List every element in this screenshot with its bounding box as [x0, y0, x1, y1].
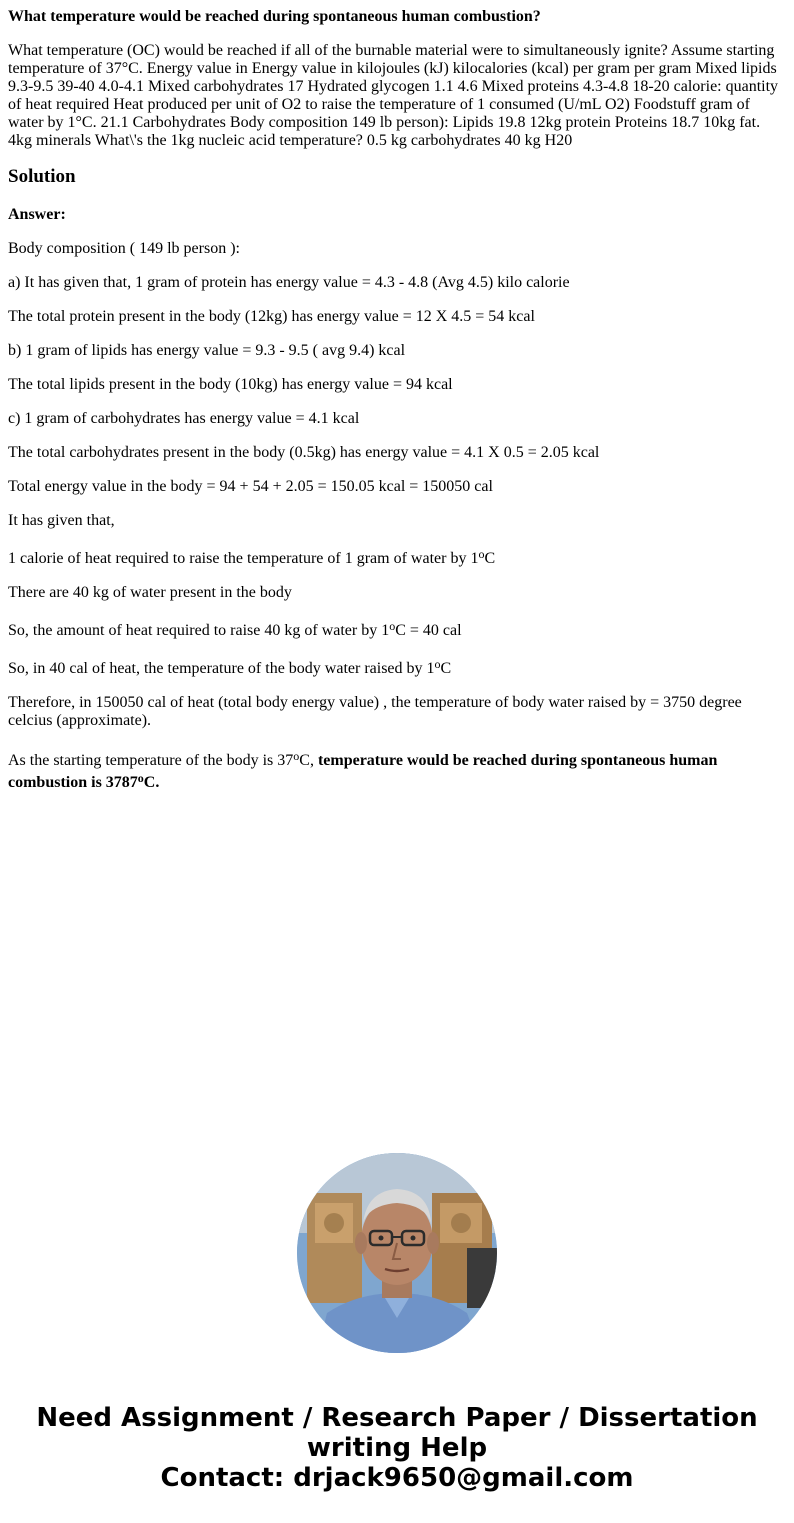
heat-40cal-text: So, in 40 cal of heat, the temperature of the body water raised by 1: [8, 660, 435, 677]
avatar: [297, 1153, 497, 1353]
degree-superscript: o: [389, 619, 396, 633]
final-answer-bold-text: temperature would be reached during spontaneous human combustion is 3787: [8, 752, 718, 791]
degree-superscript: o: [478, 547, 485, 561]
promo-banner: [0, 1403, 794, 1493]
answer-label: [8, 206, 786, 224]
promo-contact: Contact: drjack9650@gmail.com: [160, 1463, 634, 1493]
total-energy-line: Total energy value in the body = 94 + 54 + 2.05 = 150.05 kcal = 150050 cal: [8, 478, 493, 495]
water-present-line: There are 40 kg of water present in the body: [8, 584, 292, 601]
heat-40kg-text: So, the amount of heat required to raise 40 kg of water by 1: [8, 622, 390, 639]
degree-superscript: o: [293, 749, 300, 763]
degree-superscript: o: [137, 771, 144, 785]
heat-40cal-line: [8, 657, 786, 678]
promo-line-2: writing Help: [306, 1433, 488, 1463]
final-answer-intro: As the starting temperature of the body is 37: [8, 752, 294, 769]
solution-heading: Solution: [8, 166, 76, 187]
therefore-line: Therefore, in 150050 cal of heat (total body energy value) , the temperature of body water raised by = 3750 degree celcius (approximate).: [8, 694, 742, 729]
question-body: What temperature (OC) would be reached if all of the burnable material were to simultaneously ignite? Assume starting temperature of 37°C. Energy value in Energy value in kilojoules (kJ) kilocalories (kcal) per gram per gram Mixed lipids 9.3-9.5 39-40 4.0-4.1 Mixed carbohydrates 17 Hydrated glycogen 1.1 4.6 Mixed proteins 4.3-4.8 18-20 calorie: quantity of heat required Heat produced per unit of O2 to raise the temperature of 1 consumed (U/mL O2) Foodstuff gram of water by 1°C. 21.1 Carbohydrates Body composition 149 lb person): Lipids 19.8 12kg protein Proteins 18.7 10kg fat. 4kg minerals What\'s the 1kg nucleic acid temperature? 0.5 kg carbohydrates 40 kg H20: [8, 42, 779, 149]
portrait-photo-icon: [297, 1153, 497, 1353]
protein-total-line: The total protein present in the body (12kg) has energy value = 12 X 4.5 = 54 kcal: [8, 308, 535, 325]
final-answer-bold-unit: C.: [143, 774, 160, 791]
carbs-energy-line: c) 1 gram of carbohydrates has energy value = 4.1 kcal: [8, 410, 360, 427]
document-content: [8, 8, 786, 810]
lipids-total-line: The total lipids present in the body (10kg) has energy value = 94 kcal: [8, 376, 453, 393]
celsius-unit: C: [440, 660, 452, 677]
calorie-definition-text: 1 calorie of heat required to raise the temperature of 1 gram of water by 1: [8, 550, 479, 567]
promo-line-1: Need Assignment / Research Paper / Dissertation: [36, 1403, 758, 1433]
question-title: What temperature would be reached during spontaneous human combustion?: [8, 8, 541, 25]
celsius-unit: C: [484, 550, 496, 567]
given-line: It has given that,: [8, 512, 115, 529]
heat-40kg-result: C = 40 cal: [395, 622, 462, 639]
lipids-energy-line: b) 1 gram of lipids has energy value = 9.3 - 9.5 ( avg 9.4) kcal: [8, 342, 406, 359]
heat-40kg-line: [8, 619, 786, 640]
answer-label-text: Answer:: [8, 206, 66, 223]
calorie-definition-line: [8, 547, 786, 568]
degree-superscript: o: [434, 657, 441, 671]
protein-energy-line: a) It has given that, 1 gram of protein has energy value = 4.3 - 4.8 (Avg 4.5) kilo calorie: [8, 274, 570, 291]
body-composition-line: Body composition ( 149 lb person ):: [8, 240, 240, 257]
carbs-total-line: The total carbohydrates present in the body (0.5kg) has energy value = 4.1 X 0.5 = 2.05 kcal: [8, 444, 600, 461]
final-answer-line: [8, 750, 786, 794]
final-answer-celsius: C,: [299, 752, 318, 769]
